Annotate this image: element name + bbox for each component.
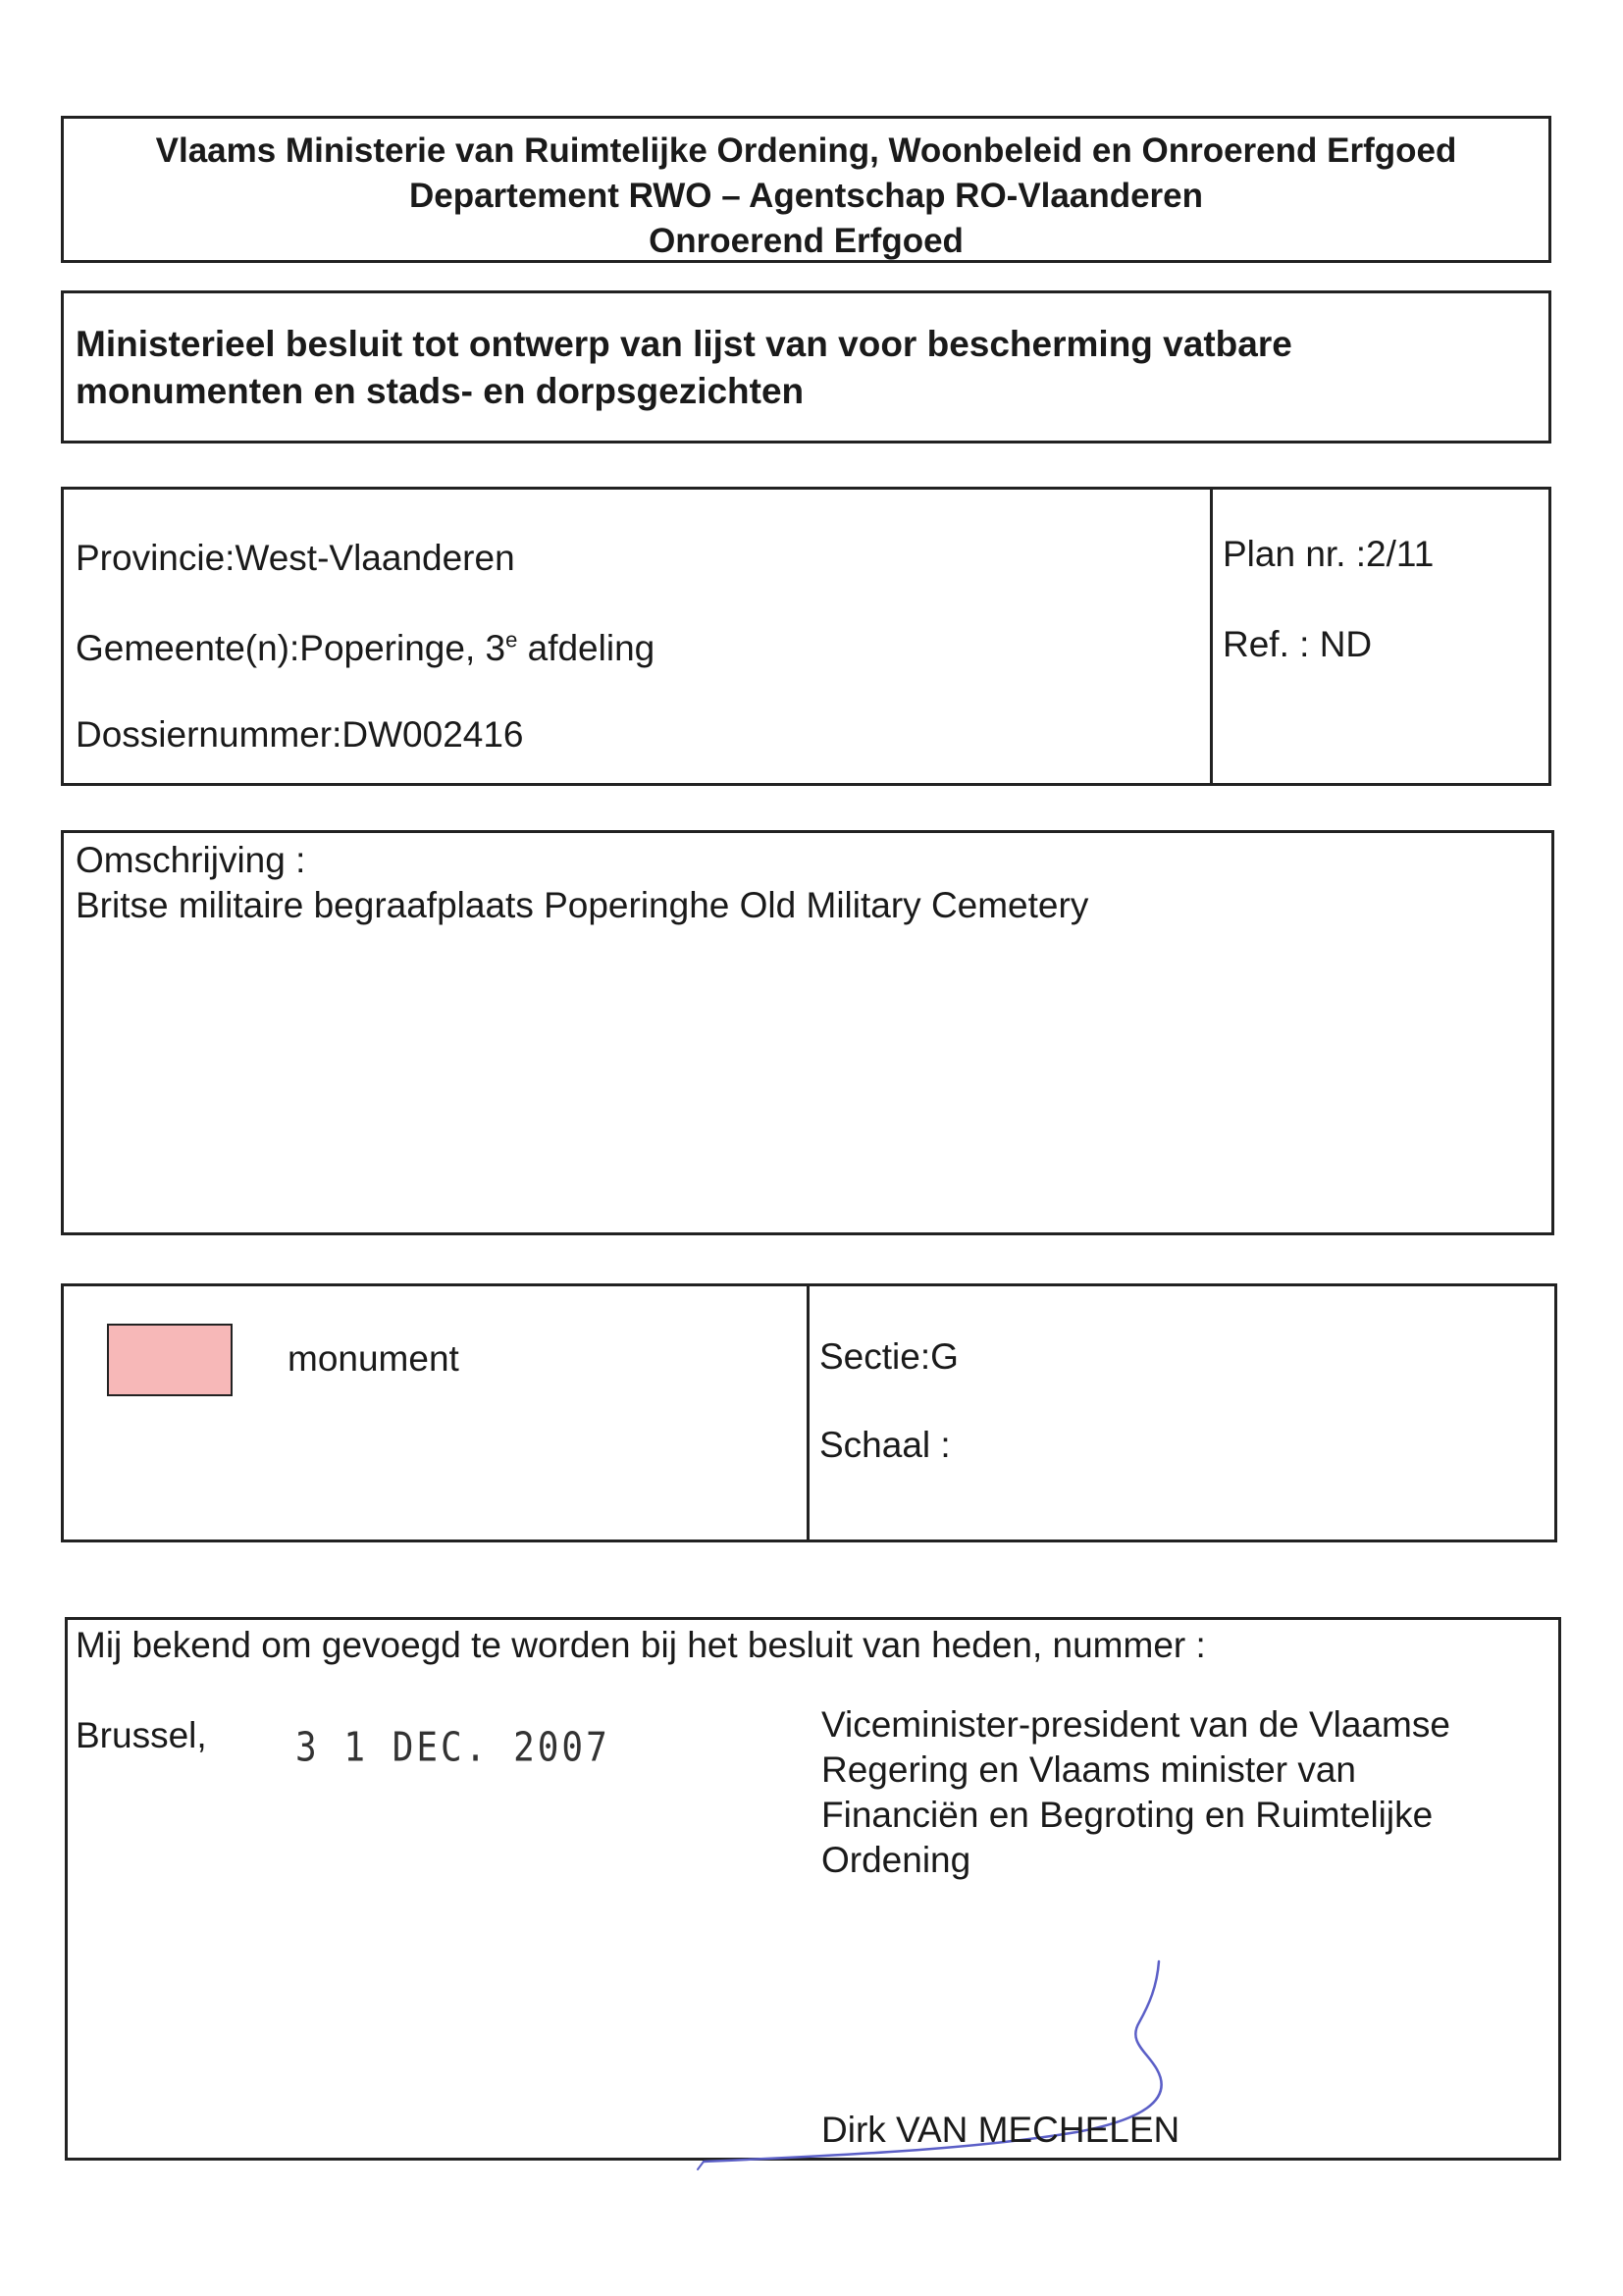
sectie-box [810, 1283, 1557, 1542]
monument-color-swatch [107, 1324, 233, 1396]
approval-statement: Mij bekend om gevoegd te worden bij het besluit van heden, nummer : [76, 1625, 1206, 1665]
plan-number: Plan nr. :2/11 [1223, 534, 1435, 574]
reference: Ref. : ND [1223, 624, 1373, 664]
header-agency: Onroerend Erfgoed [649, 222, 964, 260]
provincie-field: Provincie:West-Vlaanderen [76, 538, 515, 578]
dossier-field: Dossiernummer:DW002416 [76, 714, 524, 755]
legend-box [61, 1283, 810, 1542]
header-ministry: Vlaams Ministerie van Ruimtelijke Ordening, Woonbeleid en Onroerend Erfgoed [155, 131, 1457, 170]
sectie-field: Sectie:G [819, 1336, 959, 1377]
schaal-field: Schaal : [819, 1425, 951, 1465]
decree-title-line1: Ministerieel besluit tot ontwerp van lijst van voor bescherming vatbare [76, 324, 1292, 364]
minister-title [821, 1702, 1508, 1883]
minister-title-line1: Viceminister-president van de Vlaamse [821, 1704, 1450, 1745]
description-label: Omschrijving : [76, 840, 306, 880]
decree-title-line2: monumenten en stads- en dorpsgezichten [76, 371, 805, 411]
date-stamp: 3 1 DEC. 2007 [295, 1724, 610, 1772]
minister-title-line2: Regering en Vlaams minister van [821, 1749, 1356, 1790]
plan-box [1213, 487, 1551, 786]
gemeente-superscript: e [505, 627, 518, 652]
decree-title-box [61, 290, 1551, 444]
minister-title-line3: Financiën en Begroting en Ruimtelijke [821, 1795, 1434, 1835]
gemeente-suffix: afdeling [517, 628, 655, 668]
header-department: Departement RWO – Agentschap RO-Vlaanderen [408, 177, 1204, 215]
description-box [61, 830, 1554, 1235]
legend-label: monument [288, 1338, 459, 1379]
minister-name: Dirk VAN MECHELEN [821, 2110, 1180, 2150]
place-label: Brussel, [76, 1715, 207, 1755]
minister-title-line4: Ordening [821, 1840, 971, 1880]
ministry-header [61, 116, 1551, 263]
decree-title [76, 321, 1292, 415]
gemeente-prefix: Gemeente(n):Poperinge, 3 [76, 628, 506, 668]
description-text: Britse militaire begraafplaats Poperinghe Old Military Cemetery [76, 885, 1089, 925]
location-box [61, 487, 1213, 786]
signature-box [65, 1617, 1561, 2161]
gemeente-field [76, 627, 654, 670]
